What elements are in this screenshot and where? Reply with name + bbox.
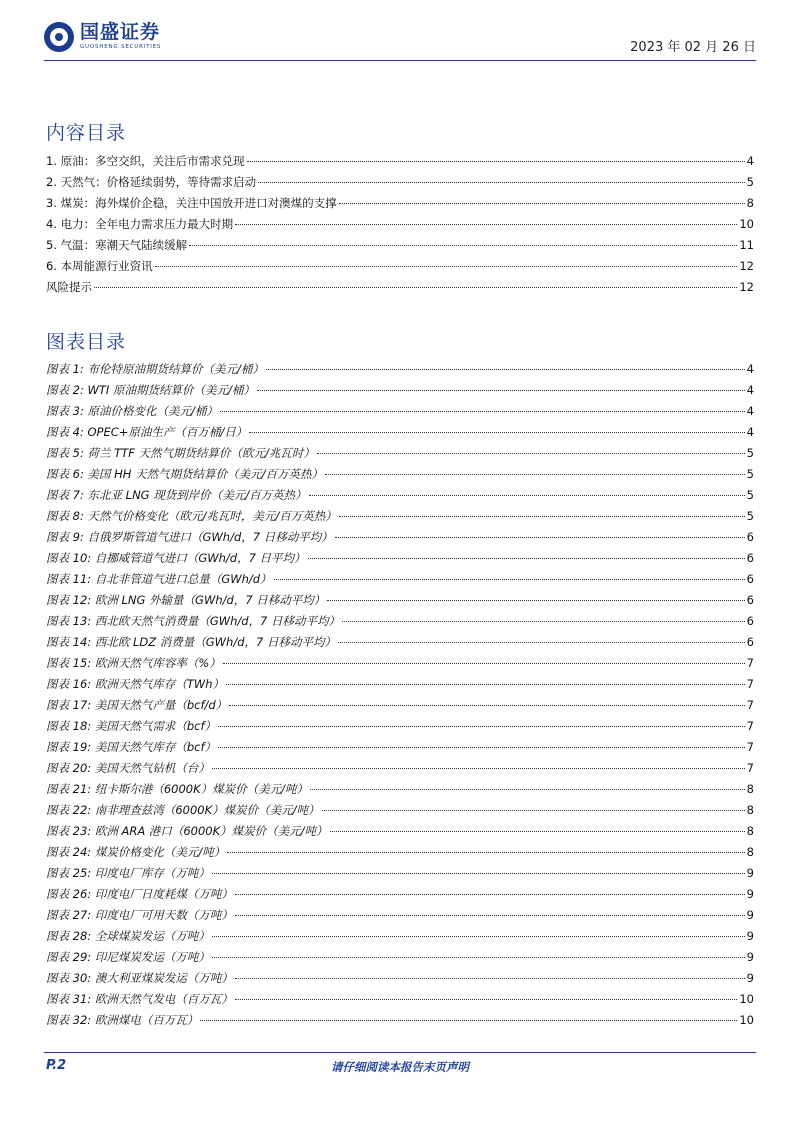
- footer-disclaimer: 请仔细阅读本报告末页声明: [331, 1060, 469, 1074]
- entry-page-number: 7: [746, 698, 754, 712]
- report-date: 2023 年 02 月 26 日: [630, 40, 756, 55]
- entry-page-number: 9: [746, 950, 754, 964]
- dot-leader: [155, 266, 738, 267]
- entry-page-number: 5: [746, 488, 754, 502]
- entry-label: 图表 26: 印度电厂日度耗煤（万吨）: [46, 887, 233, 901]
- entry-label: 图表 29: 印尼煤炭发运（万吨）: [46, 950, 210, 964]
- dot-leader: [235, 224, 737, 225]
- entry-page-number: 6: [746, 635, 754, 649]
- dot-leader: [330, 831, 745, 832]
- figure-entry[interactable]: [46, 634, 754, 655]
- entry-label: 图表 11: 自北非管道气进口总量（GWh/d）: [46, 572, 272, 586]
- figure-entry[interactable]: [46, 739, 754, 760]
- dot-leader: [266, 369, 745, 370]
- entry-label: 图表 7: 东北亚 LNG 现货到岸价（美元/百万英热）: [46, 488, 307, 502]
- dot-leader: [249, 432, 744, 433]
- contents-entry[interactable]: [46, 153, 754, 174]
- figure-entry[interactable]: [46, 886, 754, 907]
- figure-entry[interactable]: [46, 802, 754, 823]
- entry-label: 图表 16: 欧洲天然气库存（TWh）: [46, 677, 225, 691]
- entry-page-number: 5: [746, 467, 754, 481]
- dot-leader: [212, 936, 745, 937]
- entry-page-number: 8: [746, 845, 754, 859]
- dot-leader: [189, 245, 737, 246]
- entry-page-number: 10: [739, 992, 754, 1006]
- entry-label: 4. 电力：全年电力需求压力最大时期: [46, 217, 234, 231]
- dot-leader: [274, 579, 745, 580]
- entry-label: 图表 27: 印度电厂可用天数（万吨）: [46, 908, 233, 922]
- entry-page-number: 6: [746, 530, 754, 544]
- entry-label: 风险提示: [46, 280, 92, 294]
- figure-entry[interactable]: [46, 781, 754, 802]
- entry-page-number: 7: [746, 761, 754, 775]
- logo-icon: [44, 22, 74, 52]
- entry-label: 图表 22: 南非理查兹湾（6000K）煤炭价（美元/吨）: [46, 803, 320, 817]
- entry-page-number: 6: [746, 572, 754, 586]
- figure-entry[interactable]: [46, 361, 754, 382]
- page-header: [44, 22, 756, 61]
- figure-entry[interactable]: [46, 865, 754, 886]
- figure-entry[interactable]: [46, 487, 754, 508]
- figure-entry[interactable]: [46, 529, 754, 550]
- dot-leader: [335, 537, 745, 538]
- entry-page-number: 12: [739, 280, 754, 294]
- entry-page-number: 5: [746, 509, 754, 523]
- entry-label: 图表 20: 美国天然气钻机（台）: [46, 761, 210, 775]
- dot-leader: [257, 390, 745, 391]
- figure-entry[interactable]: [46, 508, 754, 529]
- figure-entry[interactable]: [46, 697, 754, 718]
- contents-entry[interactable]: [46, 258, 754, 279]
- entry-page-number: 6: [746, 614, 754, 628]
- dot-leader: [309, 495, 745, 496]
- entry-page-number: 6: [746, 593, 754, 607]
- entry-page-number: 9: [746, 929, 754, 943]
- entry-page-number: 7: [746, 719, 754, 733]
- dot-leader: [227, 852, 744, 853]
- dot-leader: [212, 768, 745, 769]
- contents-entry[interactable]: [46, 216, 754, 237]
- entry-label: 6. 本周能源行业资讯: [46, 259, 153, 273]
- dot-leader: [226, 684, 745, 685]
- dot-leader: [223, 663, 745, 664]
- entry-page-number: 8: [746, 824, 754, 838]
- entry-label: 图表 19: 美国天然气库存（bcf）: [46, 740, 216, 754]
- logo-name-cn: 国盛证券: [80, 21, 161, 44]
- entry-label: 图表 9: 自俄罗斯管道气进口（GWh/d，7 日移动平均）: [46, 530, 333, 544]
- entry-page-number: 5: [746, 446, 754, 460]
- dot-leader: [308, 558, 745, 559]
- figure-entry[interactable]: [46, 571, 754, 592]
- logo-name-en: GUOSHENG SECURITIES: [80, 44, 162, 51]
- footer-page-number: P.2: [46, 1058, 67, 1073]
- dot-leader: [322, 810, 745, 811]
- entry-label: 图表 12: 欧洲 LNG 外输量（GWh/d，7 日移动平均）: [46, 593, 326, 607]
- figure-entry[interactable]: [46, 613, 754, 634]
- entry-label: 图表 15: 欧洲天然气库容率（%）: [46, 656, 221, 670]
- dot-leader: [94, 287, 737, 288]
- company-logo: [44, 22, 161, 52]
- entry-label: 图表 10: 自挪威管道气进口（GWh/d，7 日平均）: [46, 551, 306, 565]
- entry-label: 5. 气温：寒潮天气陆续缓解: [46, 238, 188, 252]
- entry-label: 3. 煤炭：海外煤价企稳，关注中国放开进口对澳煤的支撑: [46, 196, 337, 210]
- dot-leader: [229, 705, 745, 706]
- entry-page-number: 5: [746, 175, 754, 189]
- dot-leader: [325, 474, 745, 475]
- figures-list: [46, 361, 754, 1033]
- entry-label: 图表 32: 欧洲煤电（百万瓦）: [46, 1013, 199, 1027]
- entry-label: 图表 2: WTI 原油期货结算价（美元/桶）: [46, 383, 255, 397]
- dot-leader: [200, 1020, 737, 1021]
- contents-entry[interactable]: [46, 174, 754, 195]
- entry-page-number: 8: [746, 803, 754, 817]
- entry-page-number: 4: [746, 383, 754, 397]
- figure-entry[interactable]: [46, 760, 754, 781]
- contents-title: 内容目录: [46, 122, 127, 144]
- entry-page-number: 9: [746, 866, 754, 880]
- entry-page-number: 9: [746, 971, 754, 985]
- entry-label: 图表 5: 荷兰 TTF 天然气期货结算价（欧元/兆瓦时）: [46, 446, 315, 460]
- entry-label: 图表 23: 欧洲 ARA 港口（6000K）煤炭价（美元/吨）: [46, 824, 328, 838]
- dot-leader: [338, 642, 745, 643]
- entry-label: 图表 28: 全球煤炭发运（万吨）: [46, 929, 210, 943]
- figure-entry[interactable]: [46, 445, 754, 466]
- entry-label: 图表 31: 欧洲天然气发电（百万瓦）: [46, 992, 233, 1006]
- dot-leader: [339, 203, 745, 204]
- entry-page-number: 12: [739, 259, 754, 273]
- entry-label: 图表 13: 西北欧天然气消费量（GWh/d，7 日移动平均）: [46, 614, 341, 628]
- dot-leader: [327, 600, 744, 601]
- dot-leader: [258, 182, 745, 183]
- contents-entry[interactable]: [46, 279, 754, 300]
- figure-entry[interactable]: [46, 592, 754, 613]
- entry-page-number: 8: [746, 782, 754, 796]
- dot-leader: [218, 747, 745, 748]
- dot-leader: [235, 915, 745, 916]
- figure-entry[interactable]: [46, 949, 754, 970]
- contents-list: [46, 153, 754, 300]
- entry-page-number: 9: [746, 908, 754, 922]
- entry-page-number: 10: [739, 217, 754, 231]
- contents-entry[interactable]: [46, 237, 754, 258]
- figure-entry[interactable]: [46, 676, 754, 697]
- figure-entry[interactable]: [46, 907, 754, 928]
- figure-entry[interactable]: [46, 970, 754, 991]
- entry-page-number: 8: [746, 196, 754, 210]
- entry-label: 图表 4: OPEC+原油生产（百万桶/日）: [46, 425, 248, 439]
- entry-page-number: 11: [739, 238, 754, 252]
- footer-divider: [44, 1052, 756, 1053]
- figure-entry[interactable]: [46, 991, 754, 1012]
- entry-label: 图表 25: 印度电厂库存（万吨）: [46, 866, 210, 880]
- entry-label: 图表 6: 美国 HH 天然气期货结算价（美元/百万英热）: [46, 467, 323, 481]
- entry-label: 图表 24: 煤炭价格变化（美元/吨）: [46, 845, 226, 859]
- figure-entry[interactable]: [46, 718, 754, 739]
- contents-entry[interactable]: [46, 195, 754, 216]
- entry-page-number: 7: [746, 656, 754, 670]
- dot-leader: [212, 873, 745, 874]
- entry-label: 图表 18: 美国天然气需求（bcf）: [46, 719, 216, 733]
- entry-label: 图表 1: 布伦特原油期货结算价（美元/桶）: [46, 362, 264, 376]
- dot-leader: [339, 516, 745, 517]
- dot-leader: [235, 978, 745, 979]
- figure-entry[interactable]: [46, 382, 754, 403]
- entry-page-number: 4: [746, 425, 754, 439]
- dot-leader: [247, 161, 745, 162]
- figure-entry[interactable]: [46, 655, 754, 676]
- entry-page-number: 4: [746, 154, 754, 168]
- dot-leader: [317, 453, 745, 454]
- entry-page-number: 7: [746, 740, 754, 754]
- figure-entry[interactable]: [46, 403, 754, 424]
- entry-label: 图表 14: 西北欧 LDZ 消费量（GWh/d，7 日移动平均）: [46, 635, 336, 649]
- figure-entry[interactable]: [46, 550, 754, 571]
- entry-label: 图表 3: 原油价格变化（美元/桶）: [46, 404, 218, 418]
- entry-label: 图表 30: 澳大利亚煤炭发运（万吨）: [46, 971, 233, 985]
- entry-page-number: 10: [739, 1013, 754, 1027]
- entry-page-number: 4: [746, 362, 754, 376]
- dot-leader: [310, 789, 745, 790]
- dot-leader: [212, 957, 745, 958]
- figure-entry[interactable]: [46, 466, 754, 487]
- figure-entry[interactable]: [46, 928, 754, 949]
- dot-leader: [220, 411, 745, 412]
- entry-page-number: 4: [746, 404, 754, 418]
- figure-entry[interactable]: [46, 1012, 754, 1033]
- entry-page-number: 7: [746, 677, 754, 691]
- entry-label: 1. 原油：多空交织，关注后市需求兑现: [46, 154, 245, 168]
- entry-page-number: 9: [746, 887, 754, 901]
- dot-leader: [342, 621, 745, 622]
- entry-label: 图表 17: 美国天然气产量（bcf/d）: [46, 698, 228, 712]
- entry-label: 2. 天然气：价格延续弱势，等待需求启动: [46, 175, 257, 189]
- dot-leader: [218, 726, 745, 727]
- figure-entry[interactable]: [46, 823, 754, 844]
- figure-entry[interactable]: [46, 844, 754, 865]
- entry-label: 图表 8: 天然气价格变化（欧元/兆瓦时，美元/百万英热）: [46, 509, 337, 523]
- entry-page-number: 6: [746, 551, 754, 565]
- dot-leader: [235, 999, 738, 1000]
- figure-entry[interactable]: [46, 424, 754, 445]
- entry-label: 图表 21: 纽卡斯尔港（6000K）煤炭价（美元/吨）: [46, 782, 308, 796]
- figures-title: 图表目录: [46, 331, 127, 353]
- dot-leader: [235, 894, 745, 895]
